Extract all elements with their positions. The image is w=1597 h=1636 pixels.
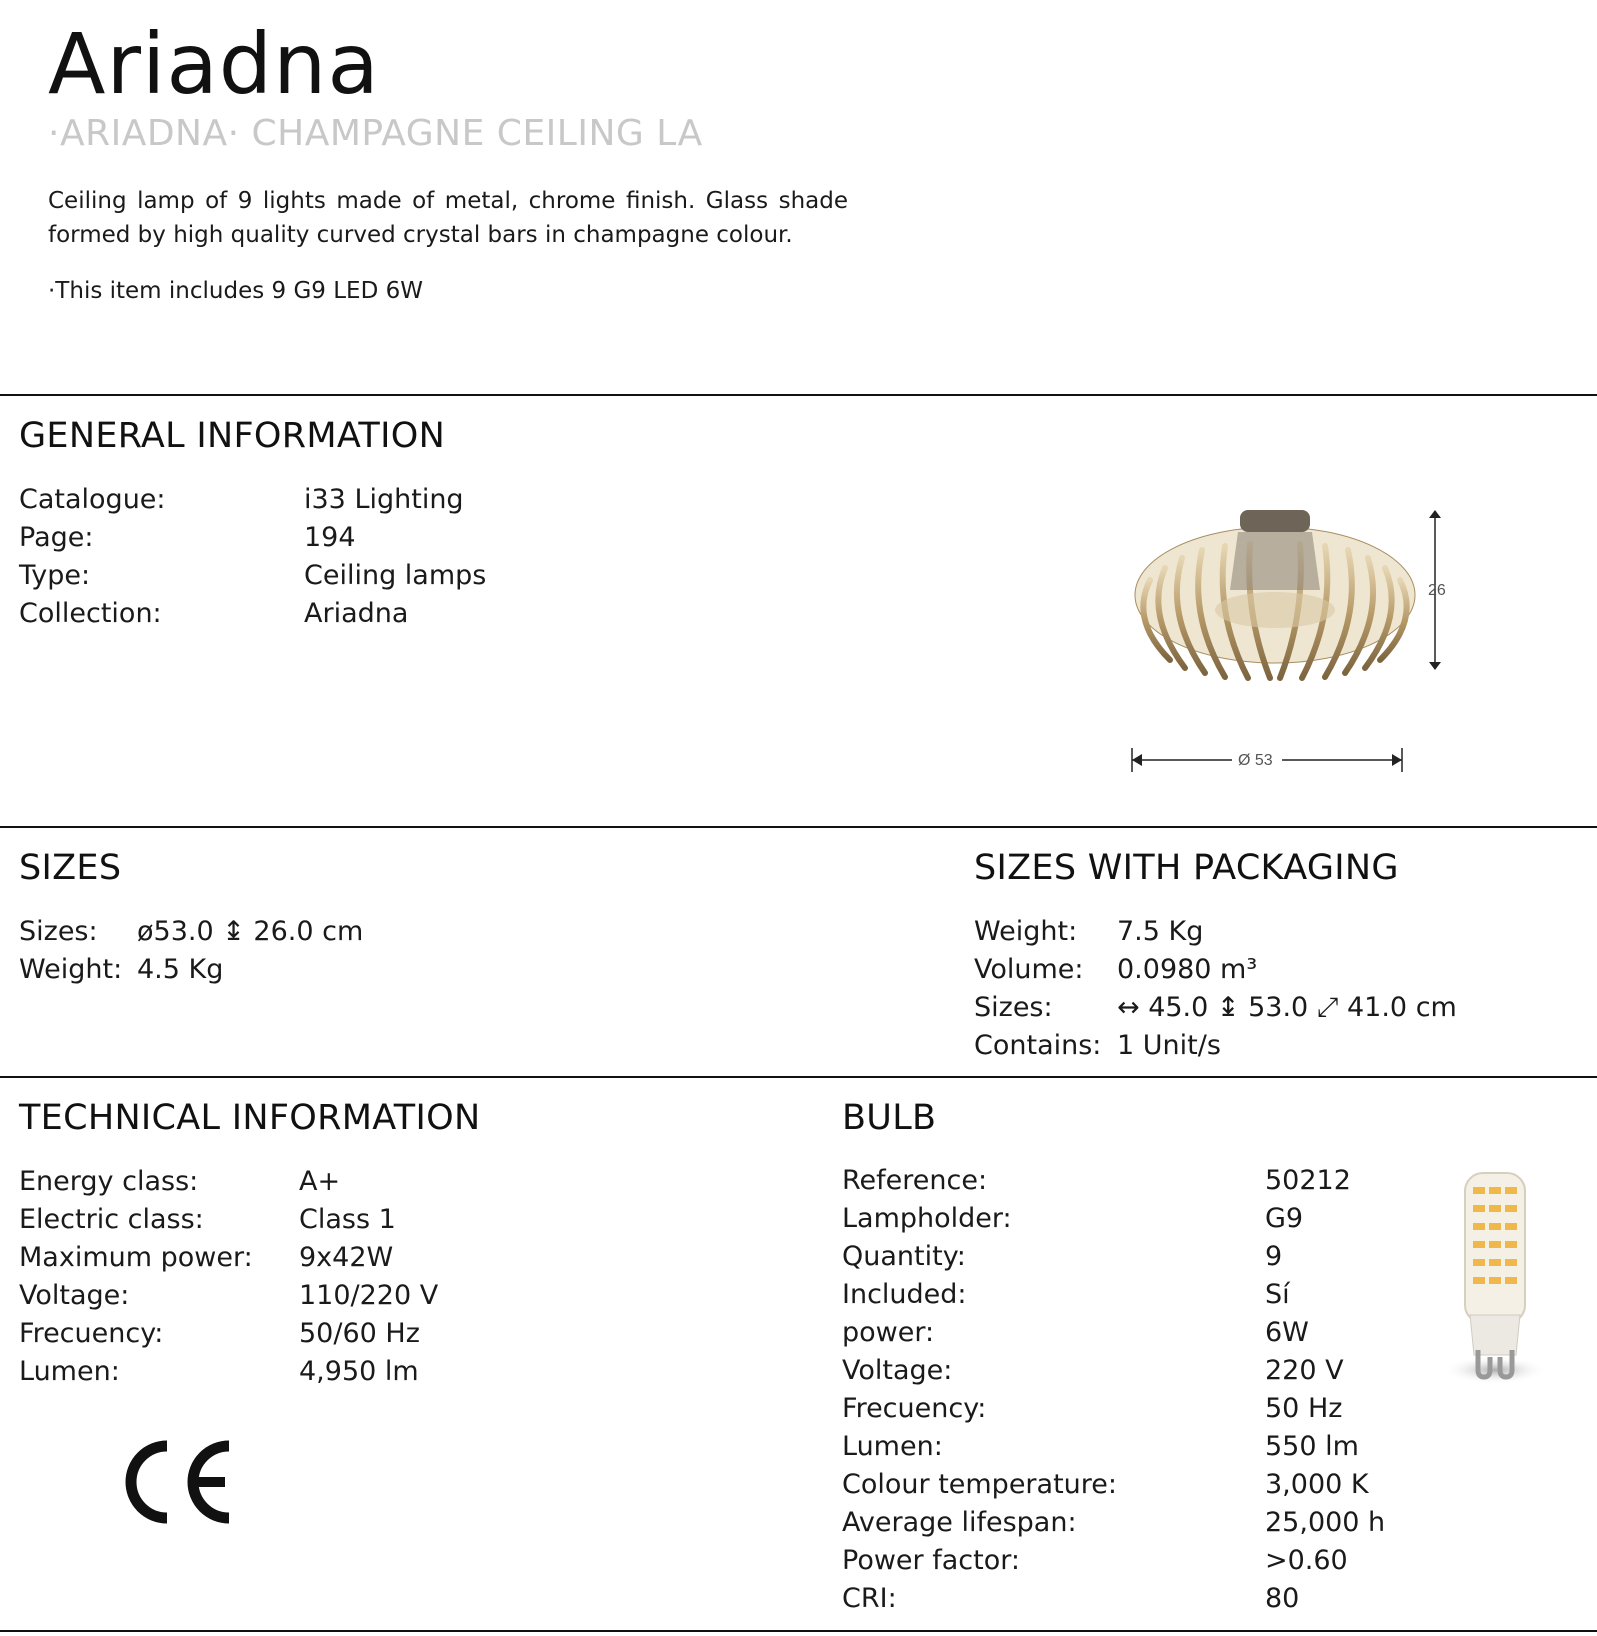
product-note: ·This item includes 9 G9 LED 6W: [48, 278, 423, 304]
section-divider: [0, 1076, 1597, 1078]
bulb-title: BULB: [842, 1098, 937, 1138]
row-label: Weight:: [19, 954, 123, 985]
row-label: Maximum power:: [19, 1242, 253, 1273]
section-divider: [0, 826, 1597, 828]
row-label: Catalogue:: [19, 484, 166, 515]
height-label: 26: [1428, 582, 1446, 599]
row-value: 1 Unit/s: [1117, 1030, 1221, 1061]
sizes-title: SIZES: [19, 848, 122, 888]
row-label: Lumen:: [842, 1431, 943, 1462]
lamp-dimension-drawing: [1110, 510, 1490, 820]
row-value: 25,000 h: [1265, 1507, 1386, 1538]
row-label: Electric class:: [19, 1204, 204, 1235]
row-value: 110/220 V: [299, 1280, 439, 1311]
row-label: Sizes:: [974, 992, 1053, 1023]
diameter-label: Ø 53: [1238, 752, 1273, 769]
row-label: Colour temperature:: [842, 1469, 1117, 1500]
row-value: 6W: [1265, 1317, 1309, 1348]
row-value: >0.60: [1265, 1545, 1348, 1576]
row-value: 0.0980 m³: [1117, 954, 1258, 985]
row-label: Page:: [19, 522, 94, 553]
product-subtitle: ·ARIADNA· CHAMPAGNE CEILING LA: [48, 113, 703, 154]
row-label: Quantity:: [842, 1241, 966, 1272]
row-value: 80: [1265, 1583, 1300, 1614]
row-value: 50212: [1265, 1165, 1351, 1196]
ce-mark-icon: [125, 1438, 235, 1528]
row-label: Included:: [842, 1279, 967, 1310]
row-label: Collection:: [19, 598, 162, 629]
row-label: Frecuency:: [19, 1318, 164, 1349]
row-label: Power factor:: [842, 1545, 1020, 1576]
row-value: ø53.0 ↨ 26.0 cm: [137, 916, 364, 947]
row-value: G9: [1265, 1203, 1304, 1234]
row-value: Sí: [1265, 1279, 1290, 1310]
row-value: 7.5 Kg: [1117, 916, 1204, 947]
row-value: 4,950 lm: [299, 1356, 419, 1387]
row-value: 50/60 Hz: [299, 1318, 420, 1349]
row-value: 50 Hz: [1265, 1393, 1343, 1424]
row-value: i33 Lighting: [304, 484, 464, 515]
row-label: power:: [842, 1317, 935, 1348]
row-value: 194: [304, 522, 356, 553]
product-title: Ariadna: [48, 15, 380, 113]
row-label: Voltage:: [19, 1280, 130, 1311]
row-value: 3,000 K: [1265, 1469, 1369, 1500]
row-label: Voltage:: [842, 1355, 953, 1386]
product-description: Ceiling lamp of 9 lights made of metal, chrome finish. Glass shade formed by high quality curved crystal bars in champagne colour.: [48, 188, 848, 248]
section-divider: [0, 1630, 1597, 1632]
lamp-image: [1135, 510, 1415, 678]
row-label: Frecuency:: [842, 1393, 987, 1424]
row-label: Lumen:: [19, 1356, 120, 1387]
row-label: Reference:: [842, 1165, 988, 1196]
row-label: CRI:: [842, 1583, 897, 1614]
row-value: 220 V: [1265, 1355, 1344, 1386]
general-info-title: GENERAL INFORMATION: [19, 416, 446, 456]
row-label: Type:: [19, 560, 91, 591]
g9-bulb-image: [1440, 1165, 1550, 1400]
row-label: Sizes:: [19, 916, 98, 947]
row-label: Average lifespan:: [842, 1507, 1077, 1538]
row-value: Ceiling lamps: [304, 560, 487, 591]
row-label: Energy class:: [19, 1166, 199, 1197]
row-value: A+: [299, 1166, 341, 1197]
row-value: Ariadna: [304, 598, 409, 629]
row-value: Class 1: [299, 1204, 396, 1235]
packaging-title: SIZES WITH PACKAGING: [974, 848, 1399, 888]
row-value: 4.5 Kg: [137, 954, 224, 985]
section-divider: [0, 394, 1597, 396]
row-value: 9x42W: [299, 1242, 394, 1273]
row-label: Contains:: [974, 1030, 1102, 1061]
row-value: ↔ 45.0 ↨ 53.0 ⤢ 41.0 cm: [1117, 992, 1457, 1023]
row-label: Lampholder:: [842, 1203, 1012, 1234]
row-label: Volume:: [974, 954, 1084, 985]
technical-info-title: TECHNICAL INFORMATION: [19, 1098, 481, 1138]
row-value: 9: [1265, 1241, 1283, 1272]
row-value: 550 lm: [1265, 1431, 1359, 1462]
row-label: Weight:: [974, 916, 1078, 947]
